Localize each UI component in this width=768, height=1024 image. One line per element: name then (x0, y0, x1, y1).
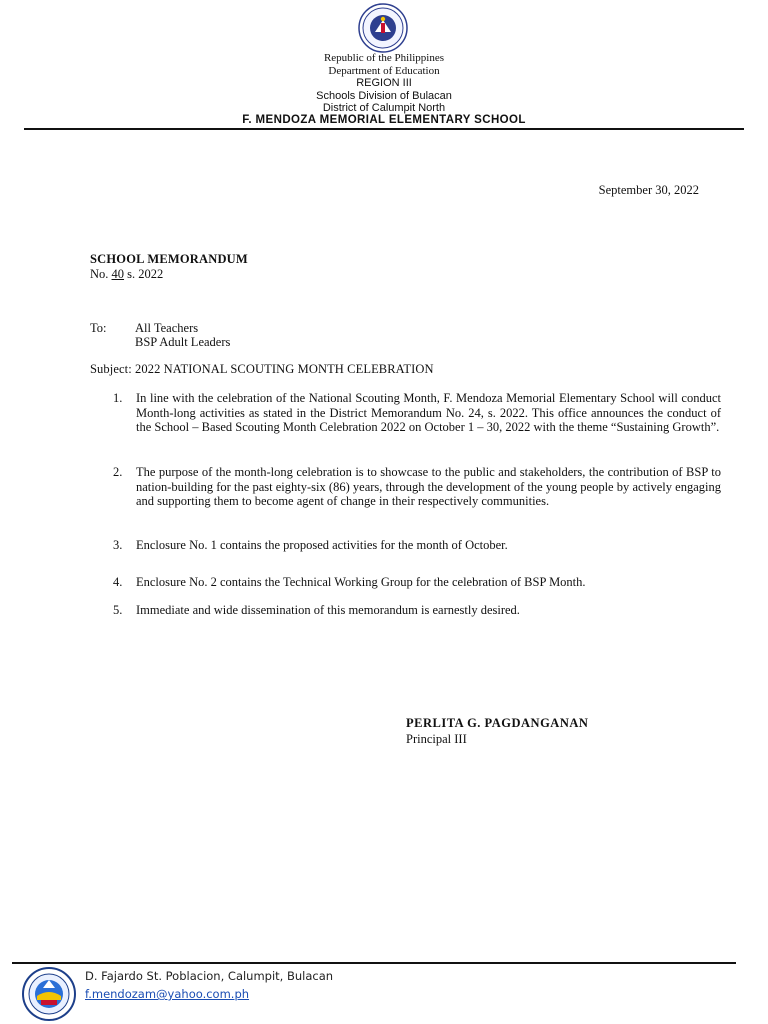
memo-number-value: 40 (111, 267, 125, 281)
recipient: BSP Adult Leaders (135, 335, 231, 349)
item-number: 3. (113, 538, 123, 552)
subject-text: 2022 NATIONAL SCOUTING MONTH CELEBRATION (135, 362, 434, 376)
footer-address: D. Fajardo St. Poblacion, Calumpit, Bulacan (85, 969, 334, 983)
recipients-list (135, 321, 230, 349)
list-item (113, 391, 721, 435)
item-number: 5. (113, 603, 123, 617)
footer-divider (12, 962, 736, 964)
subject-line (90, 362, 434, 377)
deped-seal-icon (346, 3, 420, 53)
list-item (113, 465, 721, 509)
school-logo-icon (21, 966, 77, 1022)
subject-label: Subject: (90, 362, 132, 376)
letterhead-division: Schools Division of Bulacan (316, 89, 452, 102)
school-name: F. MENDOZA MEMORIAL ELEMENTARY SCHOOL (242, 114, 526, 126)
item-text: Enclosure No. 1 contains the proposed activities for the month of October. (136, 538, 508, 552)
memo-number-prefix: No. (90, 267, 112, 281)
memo-date: September 30, 2022 (598, 183, 699, 197)
item-number: 4. (113, 575, 123, 589)
letterhead-district: District of Calumpit North (322, 102, 446, 115)
letterhead-republic: Republic of the Philippines (323, 52, 445, 64)
letterhead-region: REGION III (356, 77, 412, 90)
letterhead-department: Department of Education (328, 64, 440, 77)
to-label: To: (90, 321, 107, 335)
list-item (113, 603, 721, 618)
footer-email-link[interactable]: f.mendozam@yahoo.com.ph (85, 987, 250, 1001)
header-divider (24, 128, 744, 130)
item-number: 2. (113, 465, 123, 479)
signer-title: Principal III (406, 732, 467, 746)
memo-number (90, 267, 163, 282)
memo-number-suffix: s. 2022 (124, 267, 164, 281)
memo-title: SCHOOL MEMORANDUM (90, 252, 248, 266)
item-text: In line with the celebration of the National Scouting Month, F. Mendoza Memorial Elementary School will conduct Month-long activities as stated in the District Memorandum No. 24, s. 2022. This office announces the conduct of the School – Based Scouting Month Celebration 2022 on October 1 – 30, 2022 with the theme “Sustaining Growth”. (136, 391, 721, 434)
list-item (113, 538, 721, 553)
item-text: Enclosure No. 2 contains the Technical Working Group for the celebration of BSP Month. (136, 575, 586, 589)
signer-name: PERLITA G. PAGDANGANAN (406, 716, 589, 730)
item-number: 1. (113, 391, 123, 405)
item-text: The purpose of the month-long celebration is to showcase to the public and stakeholders, the contribution of BSP to nation-building for the past eighty-six (86) years, through the development of the young people by actively engaging and supporting them to become agent of change in their respectively communities. (136, 465, 721, 508)
recipient: All Teachers (135, 321, 199, 335)
letterhead (0, 52, 768, 115)
item-text: Immediate and wide dissemination of this memorandum is earnestly desired. (136, 603, 520, 617)
list-item (113, 575, 721, 590)
